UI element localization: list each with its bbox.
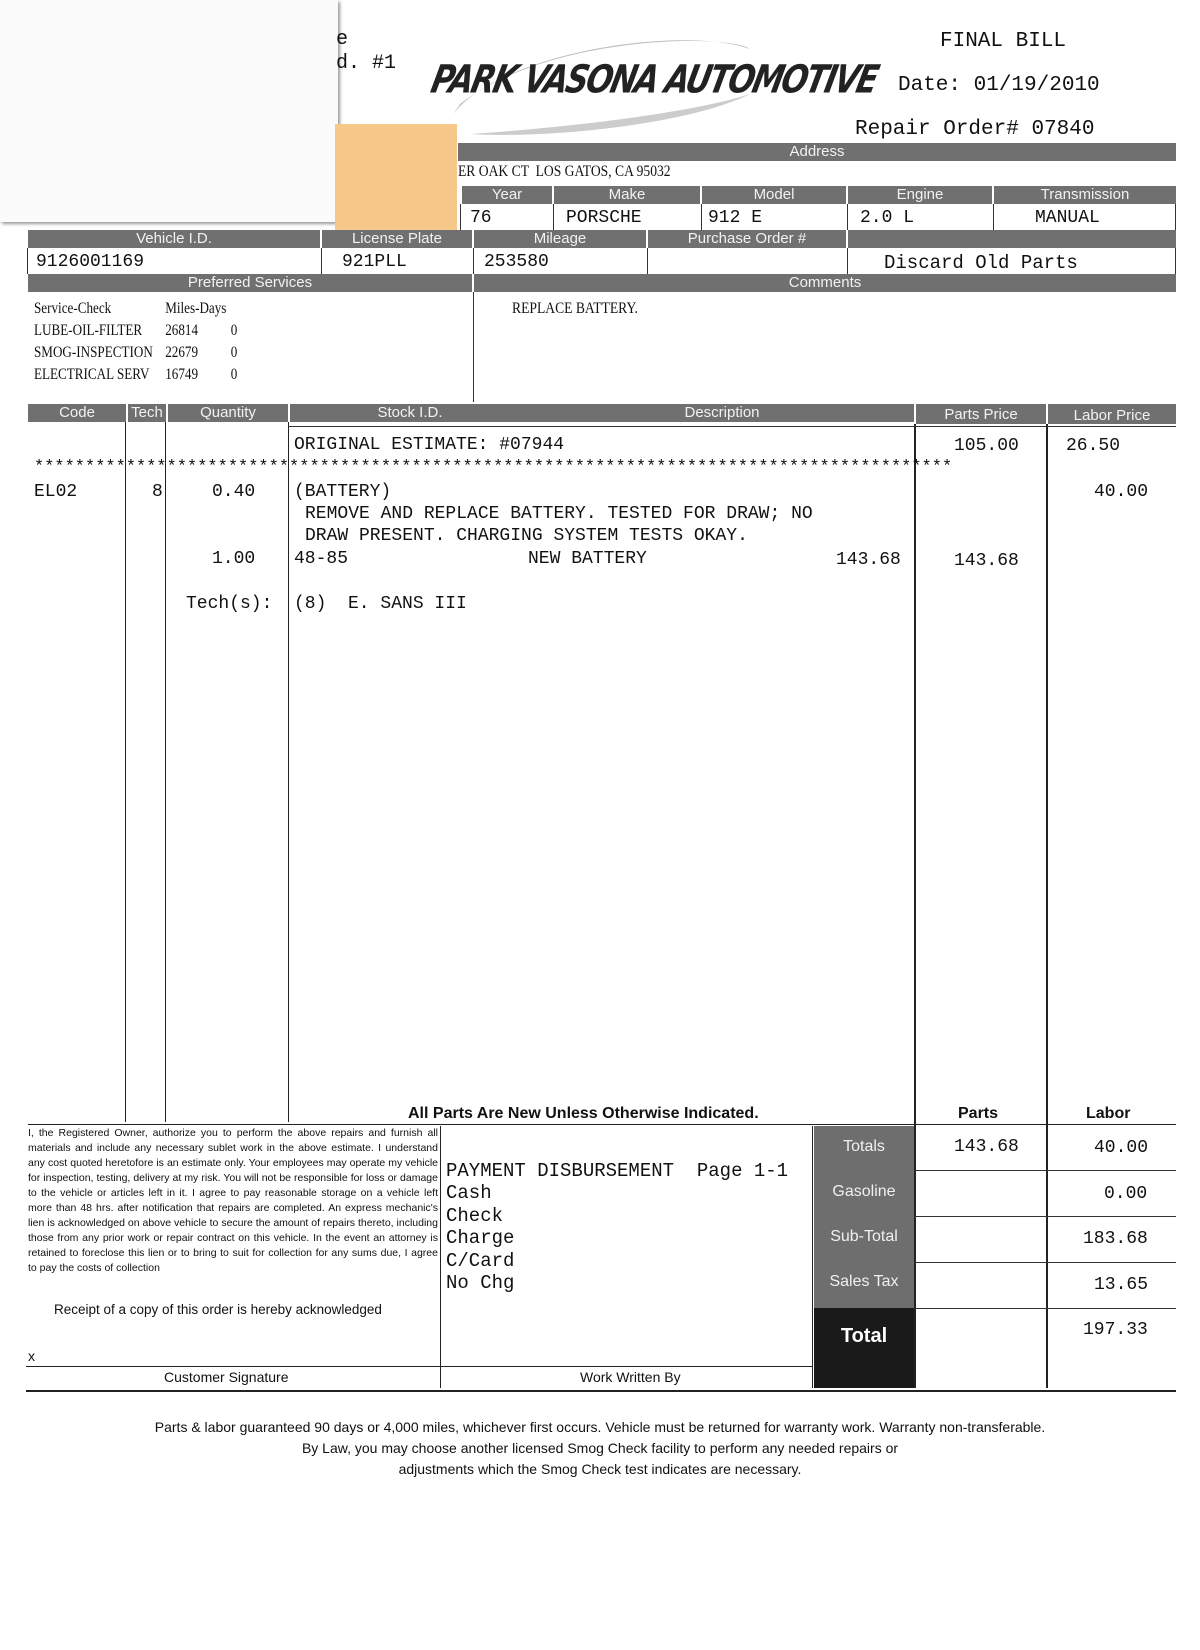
date-value: 01/19/2010 [973, 74, 1100, 97]
quantity-col-header: Quantity [168, 404, 288, 422]
plate-header: License Plate [322, 230, 472, 248]
part-total-price: 143.68 [954, 551, 1019, 571]
service-days: 0 [230, 322, 238, 339]
footer-parts-label: Parts [958, 1105, 999, 1122]
ro-label: Repair Order# [855, 118, 1019, 141]
signature-x-mark: x [28, 1348, 35, 1364]
service-miles: 26814 [165, 322, 198, 339]
line-tech: 8 [152, 482, 163, 502]
engine-value: 2.0 L [860, 208, 915, 228]
service-name: ELECTRICAL SERV [34, 366, 150, 383]
repair-order [855, 118, 1094, 141]
transmission-header: Transmission [994, 186, 1176, 204]
preferred-row [34, 320, 237, 342]
total-label-block [814, 1308, 914, 1388]
page-number: Page 1-1 [696, 1160, 789, 1182]
gasoline-value: 0.00 [1104, 1184, 1148, 1204]
sales-tax-label: Sales Tax [829, 1273, 899, 1290]
doc-type: FINAL BILL [940, 30, 1067, 53]
service-miles: 16749 [165, 366, 198, 383]
partial-header-line1: e [336, 28, 349, 51]
address-header: Address [458, 143, 1176, 161]
preferred-row [34, 364, 237, 386]
ro-value: 07840 [1031, 118, 1095, 141]
job-title: (BATTERY) [294, 482, 392, 502]
year-value: 76 [470, 208, 492, 228]
payment-method-check: Check [446, 1204, 504, 1227]
subtotal-label: Sub-Total [830, 1228, 898, 1245]
estimate-text: ORIGINAL ESTIMATE: #07944 [294, 435, 565, 455]
vin-header: Vehicle I.D. [28, 230, 320, 248]
payment-title: PAYMENT DISBURSEMENT [446, 1160, 675, 1182]
service-days: 0 [230, 344, 238, 361]
warranty-line-3: adjustments which the Smog Check test indicates are necessary. [398, 1461, 802, 1477]
payment-method-nochg: No Chg [446, 1272, 515, 1294]
sales-tax-value: 13.65 [1094, 1275, 1149, 1295]
warranty-line-1: Parts & labor guaranteed 90 days or 4,000 miles, whichever first occurs. Vehicle must be returned for warranty work. Warranty non-transferable. [154, 1419, 1046, 1435]
engine-header: Engine [848, 186, 992, 204]
line-qty-labor: 0.40 [212, 482, 256, 502]
totals-label: Totals [843, 1138, 885, 1155]
year-header: Year [462, 186, 552, 204]
subtotal-value: 183.68 [1083, 1229, 1148, 1249]
service-miles: 22679 [165, 344, 198, 361]
stock-col-header: Stock I.D. [290, 404, 530, 422]
part-stock-id: 48-85 [294, 549, 349, 569]
separator-stars: ****************************************************************************************** [34, 458, 953, 477]
parts-price-col-header: Parts Price [916, 404, 1046, 424]
service-name: LUBE-OIL-FILTER [34, 322, 143, 339]
mileage-value: 253580 [484, 252, 549, 272]
service-days: 0 [230, 366, 238, 383]
service-col-header: Service-Check [34, 300, 112, 317]
redaction-paper [0, 0, 338, 222]
make-value: PORSCHE [566, 208, 642, 228]
bill-date [898, 74, 1100, 97]
date-label: Date: [898, 74, 962, 97]
work-written-by-label[interactable]: Work Written By [580, 1369, 681, 1385]
totals-labor-value: 40.00 [1094, 1138, 1149, 1158]
discard-parts-value: Discard Old Parts [884, 252, 1078, 274]
comments-text: REPLACE BATTERY. [512, 300, 638, 317]
line-labor-price: 40.00 [1094, 482, 1149, 502]
preferred-services-header: Preferred Services [28, 274, 472, 292]
miles-col-header: Miles-Days [165, 300, 227, 317]
preferred-services-table [34, 298, 237, 386]
discard-header [848, 230, 1176, 248]
payment-title-row [446, 1160, 788, 1182]
line-code: EL02 [34, 482, 78, 502]
payment-methods [446, 1182, 514, 1295]
gasoline-label: Gasoline [832, 1183, 896, 1200]
payment-method-cash: Cash [446, 1182, 492, 1204]
logo-text: PARK VASONA AUTOMOTIVE [427, 57, 881, 103]
receipt-acknowledged: Receipt of a copy of this order is hereby acknowledged [54, 1302, 382, 1317]
code-col-header: Code [28, 404, 126, 422]
po-header: Purchase Order # [648, 230, 846, 248]
model-value: 912 E [708, 208, 763, 228]
footer-labor-label: Labor [1086, 1105, 1131, 1122]
mileage-header: Mileage [474, 230, 646, 248]
tech-col-header: Tech [128, 404, 166, 422]
techs-value: (8) E. SANS III [294, 594, 467, 614]
plate-value: 921PLL [342, 252, 407, 272]
partial-header-line2: d. #1 [336, 52, 397, 75]
preferred-row [34, 342, 237, 364]
labor-price-col-header: Labor Price [1048, 404, 1176, 424]
transmission-value: MANUAL [1035, 208, 1100, 228]
part-description: NEW BATTERY [528, 549, 647, 569]
vin-value: 9126001169 [36, 252, 145, 272]
parts-new-notice: All Parts Are New Unless Otherwise Indicated. [408, 1105, 759, 1122]
address-value: ER OAK CT LOS GATOS, CA 95032 [458, 163, 671, 180]
total-label: Total [840, 1325, 888, 1347]
company-logo [427, 24, 881, 144]
customer-signature-label[interactable]: Customer Signature [164, 1369, 289, 1385]
make-header: Make [554, 186, 700, 204]
grand-total-value: 197.33 [1083, 1320, 1148, 1340]
job-description-2: DRAW PRESENT. CHARGING SYSTEM TESTS OKAY. [305, 526, 748, 546]
payment-method-charge: Charge [446, 1227, 515, 1249]
comments-header: Comments [474, 274, 1176, 292]
estimate-parts: 105.00 [954, 436, 1019, 456]
warranty-line-2: By Law, you may choose another licensed Smog Check facility to perform any needed repairs or [301, 1440, 899, 1456]
job-description-1: REMOVE AND REPLACE BATTERY. TESTED FOR DRAW; NO [305, 504, 813, 524]
payment-method-ccard: C/Card [446, 1249, 515, 1272]
description-col-header: Description [530, 404, 914, 422]
part-unit-price: 143.68 [836, 550, 901, 570]
line-qty-part: 1.00 [212, 549, 256, 569]
techs-label: Tech(s): [186, 594, 273, 614]
authorization-text: I, the Registered Owner, authorize you to perform the above repairs and furnish all materials and include any necessary sublet work in the above estimate. I understand any cost quoted heretofore is an estimate only. Your employees may operate my vehicle for inspection, testing, delivery at my risk. You will not be responsible for loss or damage to the vehicle or articles left in it. I agree to pay reasonable storage on a vehicle left more than 48 hrs. after notification that repairs are completed. An express mechanic's lien is acknowledged on above vehicle to secure the amount of repairs thereto, including those from any prior work or repair contract on this vehicle. In the event an attorney is retained to foreclose this lien or to bring to suit for collection for any sums due, I agree to pay the costs of collection [28, 1127, 438, 1274]
model-header: Model [702, 186, 846, 204]
totals-parts-value: 143.68 [954, 1137, 1019, 1157]
estimate-labor: 26.50 [1066, 436, 1121, 456]
service-name: SMOG-INSPECTION [34, 344, 153, 361]
